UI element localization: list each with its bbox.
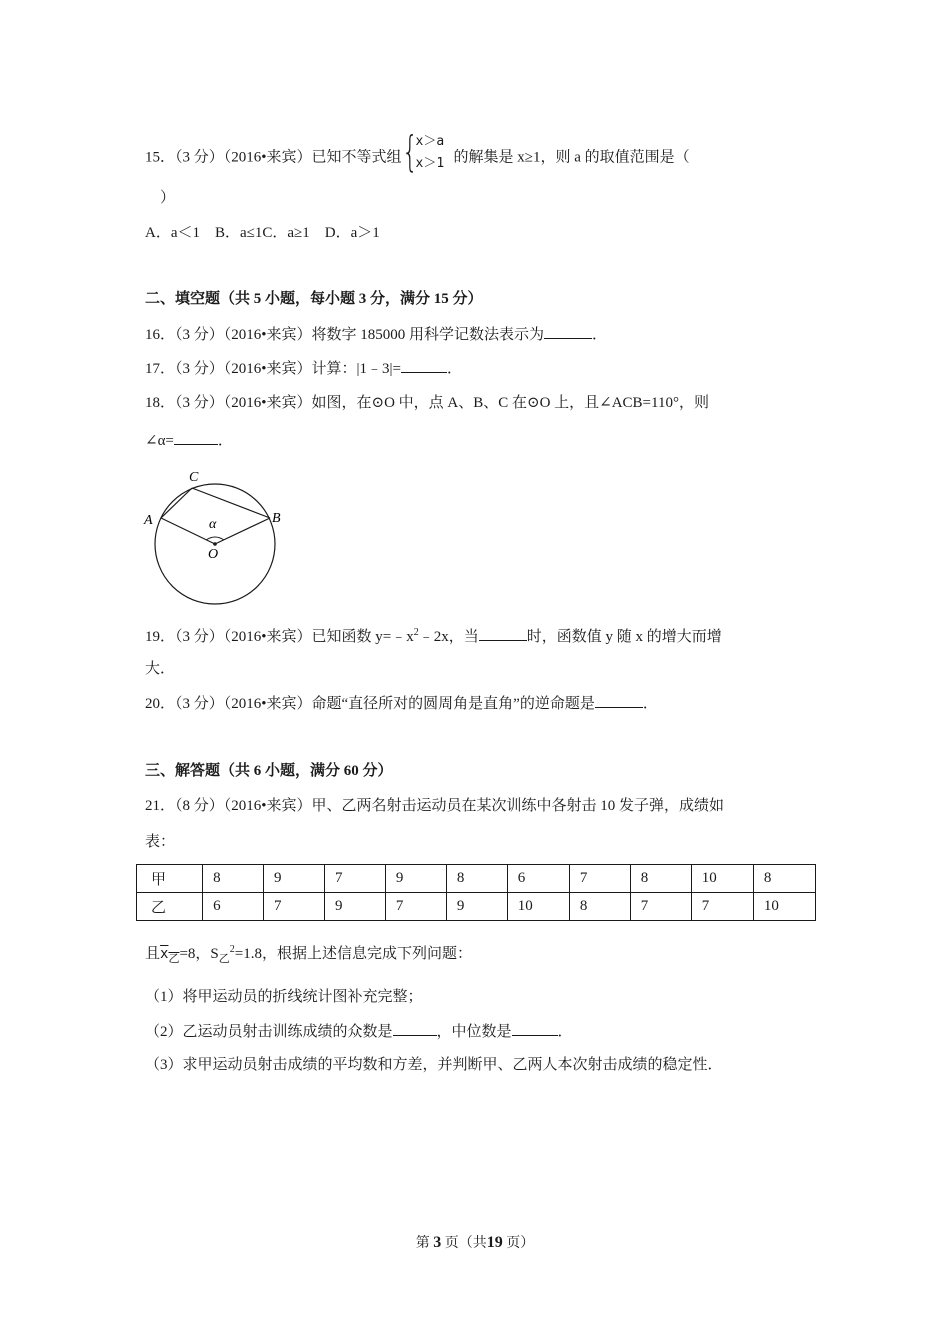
q15-options: A．a＜1 B．a≤1C．a≥1 D．a＞1 (145, 225, 380, 241)
q19-mid: ﹣2x，当 (418, 629, 479, 645)
table-row (137, 865, 816, 893)
table-row (137, 893, 816, 921)
s-subscript: 乙 (218, 953, 230, 965)
total-pages: 19 (486, 1234, 503, 1251)
q18-end: ． (217, 433, 233, 449)
score-cell: 6 (507, 865, 569, 893)
score-cell: 7 (324, 865, 385, 893)
brace-icon: { (401, 127, 418, 176)
score-cell: 6 (203, 893, 264, 921)
score-cell: 7 (569, 865, 630, 893)
section-2-heading: 二、填空题（共 5 小题，每小题 3 分，满分 15 分） (145, 291, 483, 307)
score-cell: 7 (630, 893, 691, 921)
footer-pre: 第 (415, 1236, 430, 1251)
q15-line1 (145, 127, 690, 180)
q20-end: ． (642, 696, 658, 712)
q21-part2 (145, 1021, 573, 1042)
given-mid: =8，S (179, 946, 219, 962)
part2-b: ，中位数是 (436, 1024, 512, 1040)
label-o: O (208, 547, 219, 562)
score-cell: 10 (507, 893, 569, 921)
answer-blank (544, 324, 592, 339)
answer-blank (512, 1021, 558, 1036)
label-b: B (272, 511, 281, 526)
score-cell: 9 (324, 893, 385, 921)
answer-blank (401, 358, 447, 373)
footer-post: 页） (506, 1236, 535, 1251)
q19-pre: 19．（3 分）（2016•来宾）已知函数 y=﹣x (145, 629, 414, 645)
inequality-1: x＞a (415, 134, 445, 149)
q18-line1: 18．（3 分）（2016•来宾）如图，在⊙O 中，点 A、B、C 在⊙O 上，且∠ACB=110°，则 (145, 395, 709, 411)
score-cell: 7 (264, 893, 325, 921)
label-c: C (189, 470, 199, 485)
answer-blank (174, 430, 218, 445)
given-pre: 且 (145, 946, 161, 962)
label-a: A (144, 513, 153, 528)
score-cell: 7 (691, 893, 753, 921)
given-post: =1.8，根据上述信息完成下列问题： (234, 946, 472, 962)
q21-line2: 表： (145, 834, 176, 850)
q19-line2: 大． (145, 661, 176, 677)
row-header-cell: 甲 (137, 865, 203, 893)
answer-blank (595, 693, 643, 708)
q18-alpha-label: ∠α= (145, 433, 174, 449)
section-3-heading: 三、解答题（共 6 小题，满分 60 分） (145, 763, 393, 779)
radius-oa (161, 518, 215, 544)
q19-exponent: 2 (413, 627, 419, 638)
answer-blank (393, 1021, 437, 1036)
score-cell: 8 (569, 893, 630, 921)
part2-c: ． (557, 1024, 573, 1040)
q21-part1: （1）将甲运动员的折线统计图补充完整； (145, 989, 423, 1005)
q20-text: 20．（3 分）（2016•来宾）命题“直径所对的圆周角是直角”的逆命题是 (145, 696, 595, 712)
scores-table (136, 864, 816, 921)
page-number: 3 (433, 1234, 442, 1251)
q21-given (145, 940, 472, 969)
footer-mid: 页（共 (444, 1236, 487, 1251)
inequality-2: x＞1 (415, 156, 445, 171)
q15-prefix: 15．（3 分）（2016•来宾）已知不等式组 (145, 149, 402, 166)
q15-close-paren: ） (160, 190, 176, 206)
score-cell: 9 (264, 865, 325, 893)
q16-end: ． (592, 327, 608, 343)
score-cell: 8 (630, 865, 691, 893)
chord-ac (161, 488, 192, 518)
score-cell: 8 (753, 865, 815, 893)
s-exponent: 2 (229, 944, 235, 955)
angle-alpha-arc (206, 537, 224, 540)
x-bar: $\overline{x}$ (160, 946, 169, 962)
q17-end: ． (446, 361, 462, 377)
score-cell: 8 (446, 865, 507, 893)
q19-post: 时，函数值 y 随 x 的增大而增 (526, 629, 722, 645)
score-cell: 8 (203, 865, 264, 893)
q16-text: 16．（3 分）（2016•来宾）将数字 185000 用科学记数法表示为 (145, 327, 545, 343)
score-cell: 9 (385, 865, 446, 893)
page-footer (0, 1232, 950, 1252)
label-alpha: α (209, 517, 217, 532)
answer-blank (479, 626, 527, 641)
q18-line2 (145, 430, 233, 451)
score-cell: 7 (385, 893, 446, 921)
q17-text: 17．（3 分）（2016•来宾）计算：|1﹣3|= (145, 361, 401, 377)
q16 (145, 324, 607, 345)
part2-a: （2）乙运动员射击训练成绩的众数是 (145, 1024, 393, 1040)
x-subscript: 乙 (168, 953, 180, 965)
row-header-cell: 乙 (137, 893, 203, 921)
score-cell: 10 (753, 893, 815, 921)
q19-line1 (145, 623, 722, 647)
score-cell: 10 (691, 865, 753, 893)
q21-part3: （3）求甲运动员射击成绩的平均数和方差，并判断甲、乙两人本次射击成绩的稳定性． (145, 1057, 723, 1073)
circle-figure (140, 466, 290, 606)
q15-suffix: 的解集是 x≥1，则 a 的取值范围是（ (453, 149, 690, 166)
inequality-system (401, 127, 454, 178)
q20 (145, 693, 658, 714)
score-cell: 9 (446, 893, 507, 921)
center-point (213, 542, 217, 546)
q17 (145, 358, 462, 379)
q21-line1: 21．（8 分）（2016•来宾）甲、乙两名射击运动员在某次训练中各射击 10 发子弹，成绩如 (145, 798, 725, 814)
